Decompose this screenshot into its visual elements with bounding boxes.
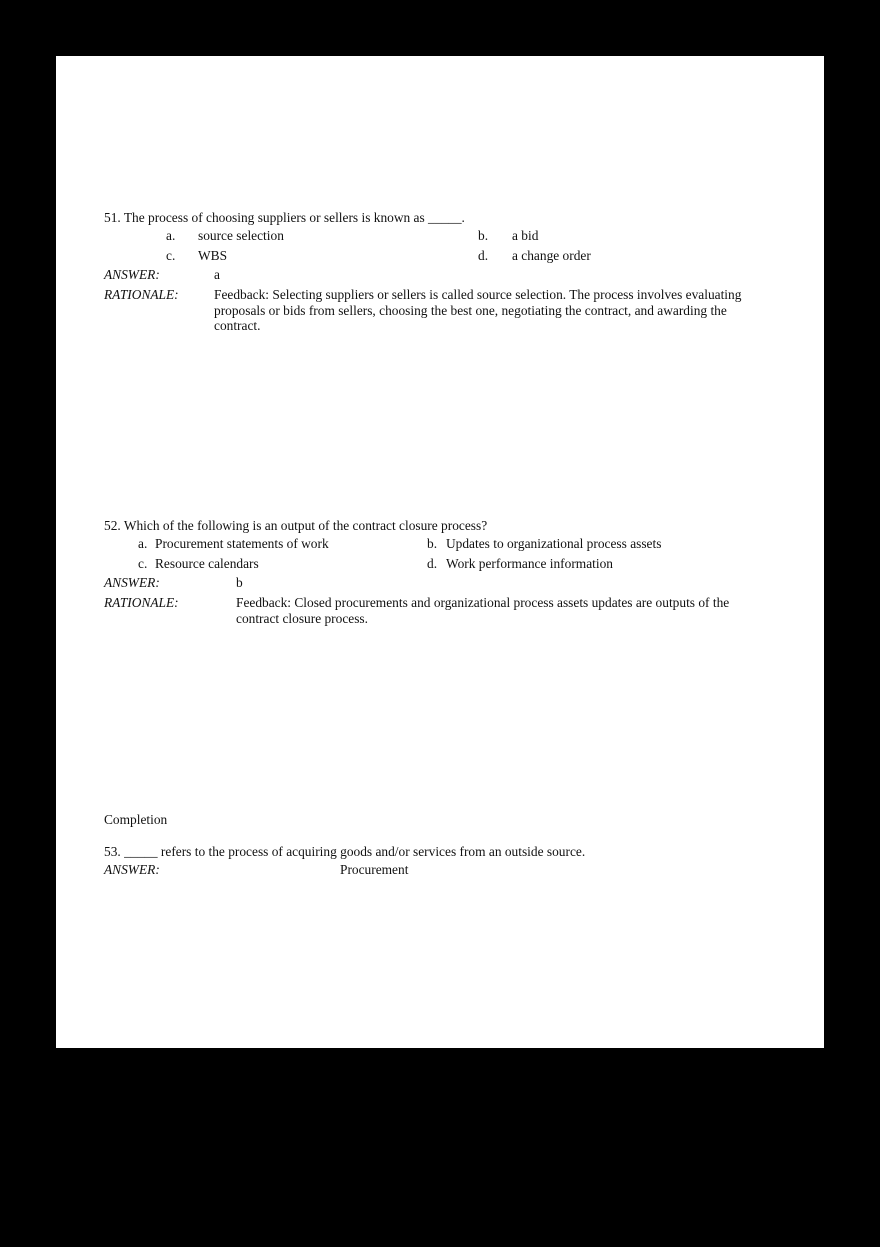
q52-option-c-text: Resource calendars [155,556,259,571]
question-52-stem: 52. Which of the following is an output of the contract closure process? [104,518,488,533]
q51-option-a-text: source selection [198,228,284,243]
q53-answer-label: ANSWER: [104,862,160,877]
document-page [56,56,824,1048]
q53-answer-value: Procurement [340,862,409,877]
section-heading-completion: Completion [104,812,168,827]
q51-option-b-text: a bid [512,228,539,243]
q52-answer-value: b [236,575,243,590]
q52-option-b-text: Updates to organizational process assets [446,536,662,551]
question-51-stem: 51. The process of choosing suppliers or sellers is known as _____. [104,210,465,225]
q52-option-c-letter: c. [138,556,148,571]
question-53-stem: 53. _____ refers to the process of acquiring goods and/or services from an outside source. [104,844,586,859]
q51-option-d-text: a change order [512,248,591,263]
q51-option-b-letter: b. [478,228,489,243]
q51-rationale-line-2: proposals or bids from sellers, choosing the best one, negotiating the contract, and awarding the [214,303,727,318]
q52-answer-label: ANSWER: [104,575,160,590]
q51-rationale-line-3: contract. [214,318,261,333]
q52-option-a-text: Procurement statements of work [155,536,329,551]
q52-option-d-text: Work performance information [446,556,613,571]
q51-rationale-label: RATIONALE: [104,287,179,302]
q51-option-c-text: WBS [198,248,228,263]
q52-option-b-letter: b. [427,536,438,551]
q51-option-a-letter: a. [166,228,176,243]
q52-option-d-letter: d. [427,556,438,571]
q51-answer-label: ANSWER: [104,267,160,282]
q51-option-c-letter: c. [166,248,176,263]
q51-answer-value: a [214,267,220,282]
q51-rationale-line-1: Feedback: Selecting suppliers or sellers is called source selection. The process involves evaluating [214,287,742,302]
q52-rationale-label: RATIONALE: [104,595,179,610]
q52-option-a-letter: a. [138,536,148,551]
q51-option-d-letter: d. [478,248,489,263]
q52-rationale-line-1: Feedback: Closed procurements and organizational process assets updates are outputs of the [236,595,730,610]
q52-rationale-line-2: contract closure process. [236,611,368,626]
